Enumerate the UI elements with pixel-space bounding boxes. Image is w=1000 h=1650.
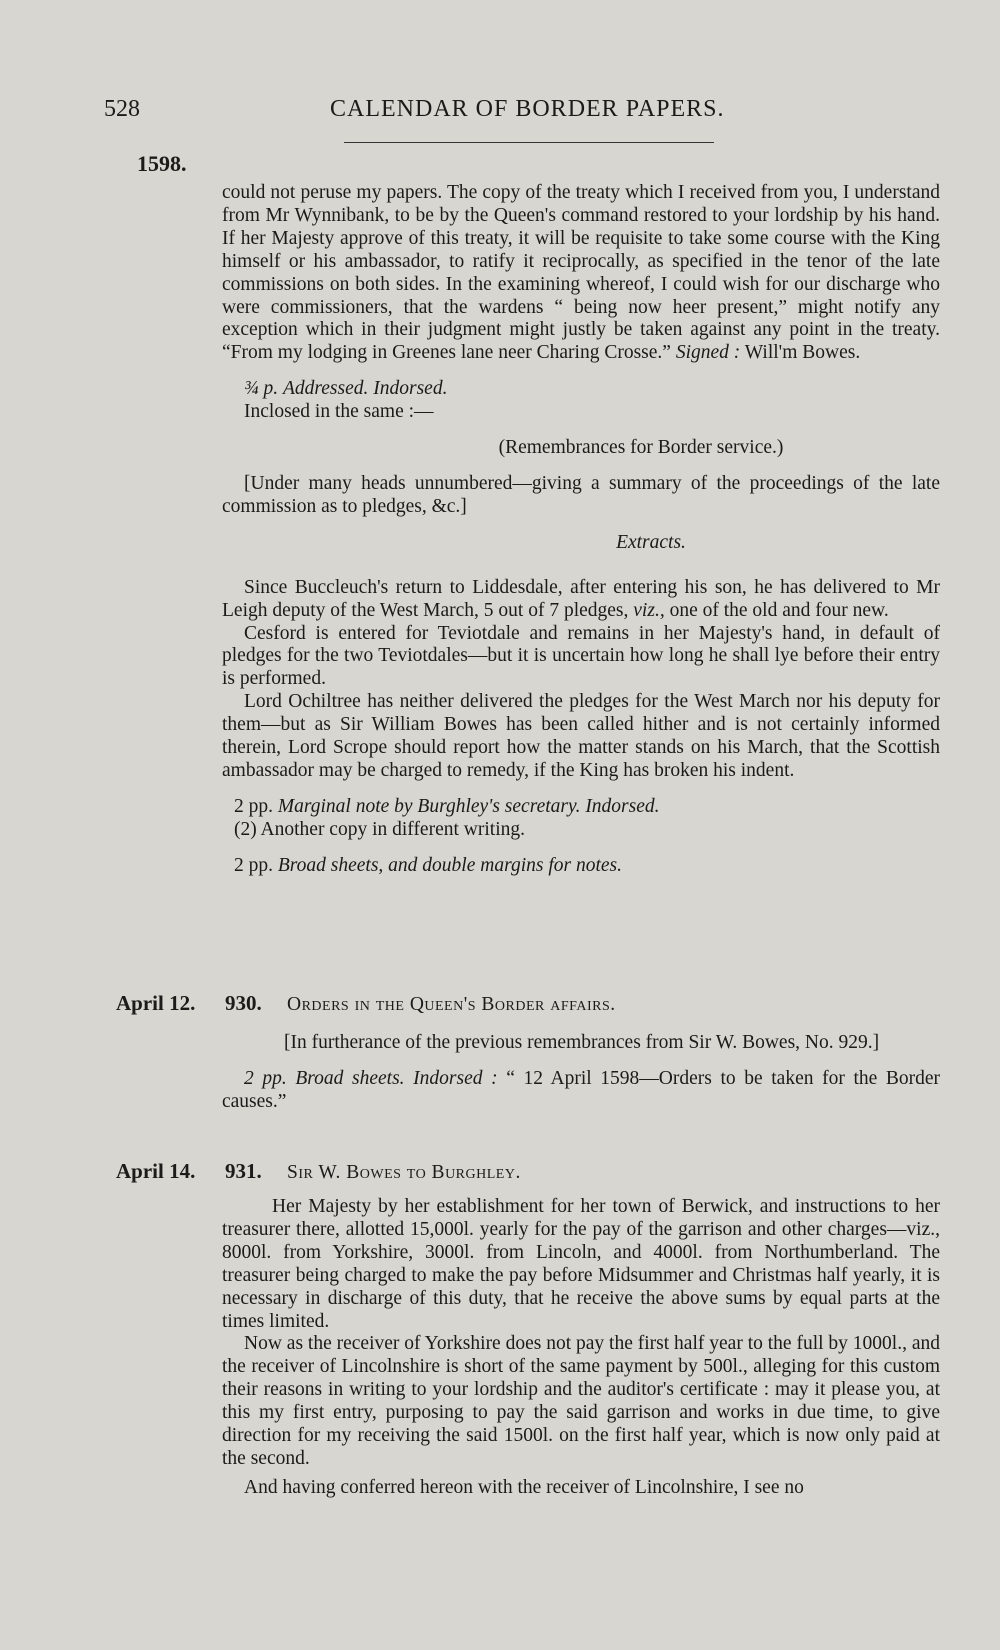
paragraph: could not peruse my papers. The copy of the treaty which I received from you, I understand from Mr Wynnibank, to be by the Queen's command restored to your lordship by his hand. If her Majesty approve of this treaty, it will be requisite to take some course with the King himself or his ambassador, to ratify it reciprocally, as specified in the tenor of the late commissions on both sides. In the examining whereof, I could wish for our discharge who were commissioners, that the wardens “ being now heer present,” might notify any exception which in their judgment might justly be taken against any point in the treaty. “From my lodging in Greenes lane neer Charing Crosse.” Signed : Will'm Bowes. [222,182,940,364]
extracts-heading: Extracts. [616,531,686,553]
inclosure-title: (Remembrances for Border service.) [498,437,784,459]
entry-date: April 12. [116,991,196,1015]
entry-number: 931. [225,1159,262,1183]
document-note: 2 pp. Marginal note by Burghley's secretary. Indorsed. [234,795,660,817]
header-rule [344,142,714,143]
extract-paragraph: Lord Ochiltree has neither delivered the pledges for the West March nor his deputy for them—but as Sir William Bowes has been called hither and is not certainly informed therein, Lord Scrope should report how the matter stands on his March, that the Scottish ambassador may be charged to remedy, if the King has broken his indent. [222,691,940,781]
document-note: 2 pp. Broad sheets. Indorsed : “ 12 April 1598—Orders to be taken for the Border causes.” [222,1067,941,1112]
entry-body [222,1196,940,1500]
year-heading: 1598. [137,151,187,176]
letter-paragraph: Now as the receiver of Yorkshire does not pay the first half year to the full by 1000l., and the receiver of Lincolnshire is short of the same payment by 500l., alleging for this custom their reasons in writing to your lordship and the auditor's certificate : may it please you, at this my first entry, purposing to pay the said garrison and works in due time, to give direction for my receiving the said 1500l. on the first half year, which is now only paid at the second. [222,1333,940,1469]
running-title: CALENDAR OF BORDER PAPERS. [330,96,725,122]
entry-body [222,1032,940,1114]
letter-paragraph: And having conferred hereon with the receiver of Lincolnshire, I see no [244,1476,804,1498]
summary-bracket: [Under many heads unnumbered—giving a summary of the proceedings of the late commission as to pledges, &c.] [222,472,940,517]
entry-title: Sir W. Bowes to Burghley. [287,1162,521,1183]
letter-paragraph: Her Majesty by her establishment for her town of Berwick, and instructions to her treasurer there, allotted 15,000l. yearly for the pay of the garrison and other charges—viz., 8000l. from Yorkshire, 3000l. from Lincoln, and 4000l. from Northumberland. The treasurer being charged to make the pay before Midsummer and Christmas half yearly, it is necessary in discharge of this duty, that he receive the above sums by equal parts at the times limited. [222,1196,940,1332]
extract-paragraph: Cesford is entered for Teviotdale and remains in her Majesty's hand, in default of pledges for the two Teviotdales—but it is uncertain how long he shall lye before their entry is performed. [222,622,940,690]
continuation-text [222,182,940,878]
document-note: ¾ p. Addressed. Indorsed. [244,378,448,400]
inclosure-line: Inclosed in the same :— [244,401,434,423]
entry-date: April 14. [116,1159,196,1183]
document-note: 2 pp. Broad sheets, and double margins for notes. [234,854,623,876]
extract-paragraph: Since Buccleuch's return to Liddesdale, after entering his son, he has delivered to Mr Leigh deputy of the West March, 5 out of 7 pledges, viz., one of the old and four new. [222,576,940,621]
page-number: 528 [104,96,140,122]
bracket-note: [In furtherance of the previous remembrances from Sir W. Bowes, No. 929.] [284,1032,880,1053]
document-note: (2) Another copy in different writing. [234,818,525,840]
entry-number: 930. [225,991,262,1015]
entry-title: Orders in the Queen's Border affairs. [287,994,616,1015]
